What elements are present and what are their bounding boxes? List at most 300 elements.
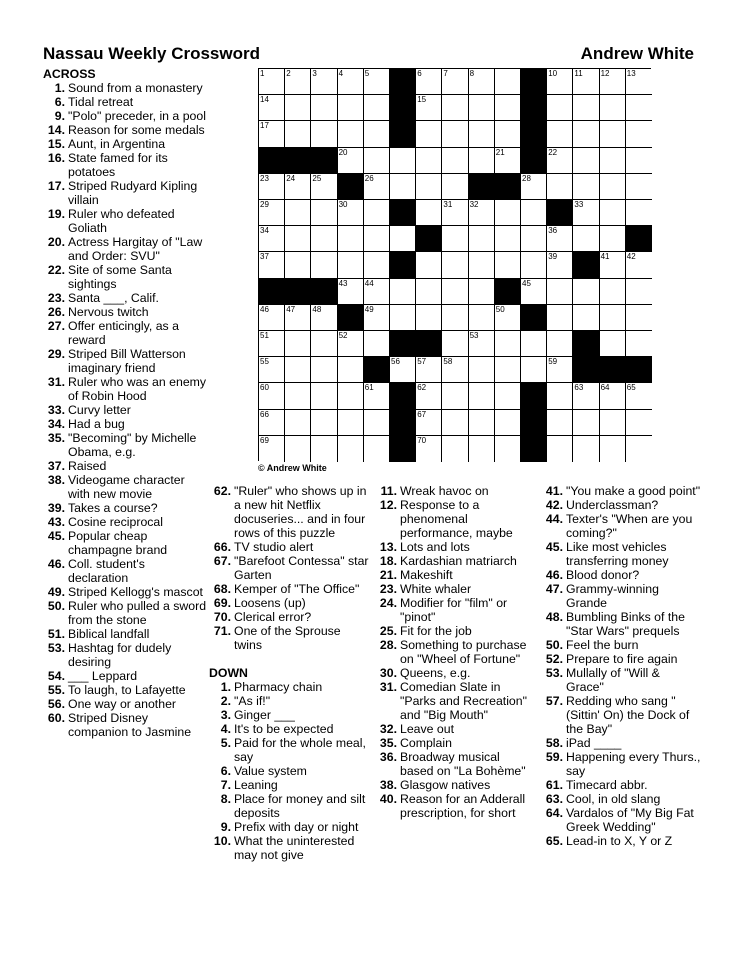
clue-number-label: 22.	[47, 263, 65, 277]
grid-cell[interactable]	[285, 121, 311, 147]
grid-cell[interactable]	[285, 331, 311, 357]
grid-cell[interactable]	[338, 410, 364, 436]
grid-cell[interactable]	[469, 279, 495, 305]
clue-number-label: 61.	[545, 778, 563, 792]
grid-cell[interactable]	[521, 252, 547, 278]
grid-cell[interactable]	[495, 436, 521, 462]
grid-cell[interactable]	[311, 305, 337, 331]
grid-cell[interactable]	[495, 383, 521, 409]
down-clue	[541, 582, 701, 610]
clue-text: "You make a good point"	[566, 484, 701, 498]
grid-cell[interactable]	[600, 279, 626, 305]
copyright-notice: © Andrew White	[258, 463, 327, 473]
grid-cell[interactable]	[547, 305, 573, 331]
clue-text: Aunt, in Argentina	[68, 137, 166, 151]
grid-cell[interactable]	[495, 148, 521, 174]
grid-cell[interactable]	[600, 436, 626, 462]
grid-cell[interactable]	[416, 121, 442, 147]
grid-cell[interactable]	[573, 121, 599, 147]
grid-cell[interactable]	[442, 226, 468, 252]
grid-cell[interactable]	[626, 383, 652, 409]
grid-cell[interactable]	[390, 305, 416, 331]
grid-cell[interactable]	[311, 121, 337, 147]
grid-cell[interactable]	[547, 357, 573, 383]
clue-number-label: 3.	[220, 708, 231, 722]
down-clue	[209, 778, 369, 792]
grid-cell[interactable]	[364, 121, 390, 147]
clue-number: 10	[548, 69, 558, 78]
across-clue	[209, 582, 369, 596]
grid-cell[interactable]	[626, 410, 652, 436]
clue-text: Striped Rudyard Kipling villain	[68, 179, 198, 207]
grid-cell[interactable]	[442, 436, 468, 462]
grid-cell[interactable]	[259, 357, 285, 383]
grid-cell[interactable]	[442, 121, 468, 147]
grid-cell[interactable]	[285, 95, 311, 121]
clue-text: ___ Leppard	[68, 669, 138, 683]
clue-number: 15	[417, 95, 427, 105]
grid-cell[interactable]	[573, 174, 599, 200]
black-square	[311, 279, 337, 305]
grid-cell[interactable]	[338, 383, 364, 409]
grid-cell[interactable]	[285, 436, 311, 462]
grid-cell[interactable]	[600, 174, 626, 200]
across-clue	[209, 624, 369, 652]
grid-cell[interactable]	[311, 252, 337, 278]
grid-cell[interactable]	[259, 252, 285, 278]
across-clue	[43, 263, 208, 291]
grid-cell[interactable]	[442, 252, 468, 278]
grid-cell[interactable]	[469, 200, 495, 226]
grid-cell[interactable]	[521, 174, 547, 200]
grid-cell[interactable]	[416, 252, 442, 278]
grid-cell[interactable]	[626, 279, 652, 305]
grid-cell[interactable]	[600, 410, 626, 436]
grid-cell[interactable]	[285, 252, 311, 278]
grid-cell[interactable]	[573, 410, 599, 436]
grid-cell[interactable]	[416, 69, 442, 95]
black-square	[390, 436, 416, 462]
clue-number-label: 9.	[54, 109, 65, 123]
grid-cell[interactable]	[469, 226, 495, 252]
grid-cell[interactable]	[311, 174, 337, 200]
clue-text: Offer enticingly, as a reward	[68, 319, 179, 347]
clue-number: 55	[260, 357, 269, 367]
grid-cell[interactable]	[626, 200, 652, 226]
grid-cell[interactable]	[469, 95, 495, 121]
grid-cell[interactable]	[547, 410, 573, 436]
grid-cell[interactable]	[573, 436, 599, 462]
clue-number-label: 59.	[545, 750, 563, 764]
grid-cell[interactable]	[547, 331, 573, 357]
clue-text: Paid for the whole meal, say	[234, 736, 366, 764]
clue-text: Complain	[400, 736, 452, 750]
grid-cell[interactable]	[495, 121, 521, 147]
grid-cell[interactable]	[364, 279, 390, 305]
clue-text: Leaning	[234, 778, 278, 792]
grid-cell[interactable]	[285, 383, 311, 409]
grid-cell[interactable]	[626, 174, 652, 200]
grid-cell[interactable]	[338, 200, 364, 226]
grid-cell[interactable]	[416, 305, 442, 331]
grid-cell[interactable]	[626, 148, 652, 174]
grid-cell[interactable]	[626, 121, 652, 147]
clue-text: Place for money and silt deposits	[234, 792, 366, 820]
black-square	[259, 279, 285, 305]
clue-number-label: 62.	[213, 484, 231, 498]
clue-text: What the uninterested may not give	[234, 834, 355, 862]
grid-cell[interactable]	[259, 331, 285, 357]
grid-cell[interactable]	[495, 69, 521, 95]
grid-cell[interactable]	[521, 226, 547, 252]
grid-cell[interactable]	[521, 200, 547, 226]
grid-cell[interactable]	[442, 305, 468, 331]
grid-cell[interactable]	[285, 200, 311, 226]
grid-cell[interactable]	[311, 383, 337, 409]
grid-cell[interactable]	[469, 252, 495, 278]
grid-cell[interactable]	[338, 436, 364, 462]
grid-cell[interactable]	[626, 252, 652, 278]
clue-number-label: 13.	[379, 540, 397, 554]
clue-number-label: 46.	[47, 557, 65, 571]
grid-cell[interactable]	[600, 226, 626, 252]
grid-cell[interactable]	[600, 305, 626, 331]
grid-cell[interactable]	[311, 357, 337, 383]
clue-number: 69	[260, 435, 269, 445]
grid-cell[interactable]	[495, 331, 521, 357]
clue-text: Bumbling Binks of the "Star Wars" prequels	[566, 610, 685, 638]
clue-number-label: 29.	[47, 347, 65, 361]
grid-cell[interactable]	[442, 279, 468, 305]
down-clue	[209, 722, 369, 736]
grid-cell[interactable]	[600, 383, 626, 409]
grid-cell[interactable]	[311, 331, 337, 357]
clue-number-label: 47.	[545, 582, 563, 596]
grid-cell[interactable]	[338, 279, 364, 305]
clue-number-label: 18.	[379, 554, 397, 568]
grid-cell[interactable]	[442, 174, 468, 200]
grid-cell[interactable]	[259, 95, 285, 121]
grid-cell[interactable]	[416, 200, 442, 226]
grid-cell[interactable]	[521, 357, 547, 383]
grid-cell[interactable]	[600, 148, 626, 174]
grid-cell[interactable]	[390, 357, 416, 383]
black-square	[390, 121, 416, 147]
grid-cell[interactable]	[311, 200, 337, 226]
grid-cell[interactable]	[338, 252, 364, 278]
clue-number: 25	[312, 173, 322, 183]
across-heading: ACROSS	[43, 67, 96, 81]
grid-cell[interactable]	[573, 279, 599, 305]
grid-cell[interactable]	[600, 69, 626, 95]
grid-cell[interactable]	[442, 383, 468, 409]
clue-number-label: 53.	[47, 641, 65, 655]
across-clue	[209, 554, 369, 582]
clue-number-label: 67.	[213, 554, 231, 568]
across-clue	[209, 484, 369, 540]
grid-cell[interactable]	[259, 200, 285, 226]
grid-cell[interactable]	[364, 95, 390, 121]
grid-cell[interactable]	[364, 226, 390, 252]
grid-cell[interactable]	[338, 95, 364, 121]
grid-cell[interactable]	[390, 226, 416, 252]
clue-text: One of the Sprouse twins	[234, 624, 341, 652]
clue-number: 22	[548, 147, 558, 157]
grid-cell[interactable]	[442, 410, 468, 436]
grid-cell[interactable]	[469, 383, 495, 409]
grid-cell[interactable]	[338, 121, 364, 147]
grid-cell[interactable]	[442, 69, 468, 95]
grid-cell[interactable]	[495, 410, 521, 436]
grid-cell[interactable]	[469, 121, 495, 147]
clue-number-label: 56.	[47, 697, 65, 711]
grid-cell[interactable]	[626, 331, 652, 357]
grid-cell[interactable]	[364, 305, 390, 331]
across-clue	[43, 123, 208, 137]
clue-number-label: 64.	[545, 806, 563, 820]
clue-text: It's to be expected	[234, 722, 334, 736]
clue-number: 43	[338, 278, 348, 288]
clue-number: 49	[364, 304, 374, 314]
clue-text: Videogame character with new movie	[68, 473, 185, 501]
clue-number-label: 15.	[47, 137, 65, 151]
grid-cell[interactable]	[442, 95, 468, 121]
grid-cell[interactable]	[547, 436, 573, 462]
grid-cell[interactable]	[364, 69, 390, 95]
clue-number-label: 4.	[220, 722, 231, 736]
grid-cell[interactable]	[547, 252, 573, 278]
across-clue	[209, 540, 369, 554]
grid-cell[interactable]	[626, 436, 652, 462]
down-clue	[541, 806, 701, 834]
grid-cell[interactable]	[259, 226, 285, 252]
grid-cell[interactable]	[311, 95, 337, 121]
grid-cell[interactable]	[416, 357, 442, 383]
grid-cell[interactable]	[442, 148, 468, 174]
grid-cell[interactable]	[416, 383, 442, 409]
grid-cell[interactable]	[285, 305, 311, 331]
grid-cell[interactable]	[600, 200, 626, 226]
black-square	[521, 383, 547, 409]
clue-number-label: 38.	[379, 778, 397, 792]
grid-cell[interactable]	[573, 305, 599, 331]
grid-cell[interactable]	[469, 331, 495, 357]
grid-cell[interactable]	[469, 305, 495, 331]
grid-cell[interactable]	[547, 148, 573, 174]
down-clue	[375, 722, 535, 736]
black-square	[338, 174, 364, 200]
grid-cell[interactable]	[469, 357, 495, 383]
grid-cell[interactable]	[259, 174, 285, 200]
clue-number-label: 46.	[545, 568, 563, 582]
grid-cell[interactable]	[469, 410, 495, 436]
down-clue	[209, 694, 369, 708]
clue-text: Broadway musical based on "La Bohème"	[400, 750, 526, 778]
clue-text: "Becoming" by Michelle Obama, e.g.	[68, 431, 197, 459]
grid-cell[interactable]	[285, 357, 311, 383]
grid-cell[interactable]	[547, 69, 573, 95]
clue-text: Something to purchase on "Wheel of Fortune"	[400, 638, 527, 666]
grid-cell[interactable]	[285, 410, 311, 436]
grid-cell[interactable]	[573, 383, 599, 409]
grid-cell[interactable]	[259, 69, 285, 95]
clue-text: Ruler who defeated Goliath	[68, 207, 175, 235]
grid-cell[interactable]	[285, 69, 311, 95]
clue-number: 39	[548, 252, 558, 262]
grid-cell[interactable]	[338, 331, 364, 357]
clue-number: 51	[260, 331, 269, 340]
across-clue	[43, 683, 208, 697]
grid-cell[interactable]	[364, 331, 390, 357]
grid-cell[interactable]	[469, 436, 495, 462]
down-clue	[209, 764, 369, 778]
grid-cell[interactable]	[285, 226, 311, 252]
grid-cell[interactable]	[364, 383, 390, 409]
grid-cell[interactable]	[495, 200, 521, 226]
grid-cell[interactable]	[626, 95, 652, 121]
clue-text: Grammy-winning Grande	[566, 582, 659, 610]
grid-cell[interactable]	[547, 174, 573, 200]
across-clue	[43, 697, 208, 711]
grid-cell[interactable]	[416, 174, 442, 200]
grid-cell[interactable]	[626, 305, 652, 331]
grid-cell[interactable]	[338, 69, 364, 95]
grid-cell[interactable]	[495, 357, 521, 383]
grid-cell[interactable]	[364, 174, 390, 200]
grid-cell[interactable]	[416, 95, 442, 121]
grid-cell[interactable]	[416, 436, 442, 462]
grid-cell[interactable]	[416, 279, 442, 305]
grid-cell[interactable]	[469, 148, 495, 174]
black-square	[521, 69, 547, 95]
clue-number-label: 21.	[379, 568, 397, 582]
down-clue	[375, 624, 535, 638]
grid-cell[interactable]	[521, 331, 547, 357]
black-square	[311, 148, 337, 174]
grid-cell[interactable]	[364, 436, 390, 462]
across-clue	[43, 151, 208, 179]
grid-cell[interactable]	[416, 410, 442, 436]
clue-text: Striped Disney companion to Jasmine	[68, 711, 192, 739]
grid-cell[interactable]	[338, 148, 364, 174]
clue-number: 65	[626, 383, 636, 393]
clue-number: 32	[469, 200, 479, 209]
grid-cell[interactable]	[495, 226, 521, 252]
grid-cell[interactable]	[364, 410, 390, 436]
grid-cell[interactable]	[338, 226, 364, 252]
black-square	[390, 252, 416, 278]
clue-number-label: 7.	[220, 778, 231, 792]
grid-cell[interactable]	[311, 226, 337, 252]
grid-cell[interactable]	[259, 383, 285, 409]
across-clue	[43, 235, 208, 263]
down-clue	[375, 666, 535, 680]
down-clue	[209, 820, 369, 834]
grid-cell[interactable]	[547, 383, 573, 409]
clue-number: 44	[364, 278, 374, 288]
grid-cell[interactable]	[285, 174, 311, 200]
grid-cell[interactable]	[442, 200, 468, 226]
down-clue	[209, 680, 369, 694]
across-clue	[43, 319, 208, 347]
grid-cell[interactable]	[259, 436, 285, 462]
across-clue	[209, 596, 369, 610]
clue-number: 64	[600, 383, 610, 393]
grid-cell[interactable]	[547, 226, 573, 252]
clue-text: Cool, in old slang	[566, 792, 661, 806]
grid-cell[interactable]	[573, 95, 599, 121]
grid-cell[interactable]	[626, 69, 652, 95]
grid-cell[interactable]	[495, 252, 521, 278]
black-square	[521, 95, 547, 121]
clue-number-label: 68.	[213, 582, 231, 596]
across-clue	[43, 347, 208, 375]
grid-cell[interactable]	[442, 357, 468, 383]
clue-number: 31	[443, 200, 453, 209]
grid-cell[interactable]	[259, 410, 285, 436]
grid-cell[interactable]	[573, 226, 599, 252]
clue-number-label: 71.	[213, 624, 231, 638]
grid-cell[interactable]	[521, 279, 547, 305]
clue-text: Hashtag for dudely desiring	[68, 641, 172, 669]
black-square	[285, 148, 311, 174]
grid-cell[interactable]	[600, 121, 626, 147]
clue-number-label: 24.	[379, 596, 397, 610]
grid-cell[interactable]	[390, 279, 416, 305]
black-square	[390, 200, 416, 226]
grid-cell[interactable]	[547, 121, 573, 147]
down-clue	[541, 778, 701, 792]
clue-number-label: 50.	[545, 638, 563, 652]
grid-cell[interactable]	[495, 305, 521, 331]
grid-cell[interactable]	[311, 436, 337, 462]
grid-cell[interactable]	[469, 69, 495, 95]
clue-number: 59	[548, 357, 558, 367]
grid-cell[interactable]	[338, 357, 364, 383]
grid-cell[interactable]	[364, 200, 390, 226]
clue-number: 11	[574, 69, 583, 78]
clue-number: 28	[522, 173, 531, 183]
clue-number-label: 45.	[47, 529, 65, 543]
grid-cell[interactable]	[364, 252, 390, 278]
down-clue	[541, 568, 701, 582]
clue-number: 56	[391, 357, 400, 367]
grid-cell[interactable]	[547, 279, 573, 305]
grid-cell[interactable]	[259, 305, 285, 331]
grid-cell[interactable]	[600, 95, 626, 121]
grid-cell[interactable]	[442, 331, 468, 357]
clue-number-label: 66.	[213, 540, 231, 554]
grid-cell[interactable]	[364, 148, 390, 174]
grid-cell[interactable]	[547, 95, 573, 121]
grid-cell[interactable]	[311, 69, 337, 95]
grid-cell[interactable]	[416, 148, 442, 174]
grid-cell[interactable]	[600, 331, 626, 357]
grid-cell[interactable]	[311, 410, 337, 436]
clue-number: 26	[364, 173, 374, 183]
grid-cell[interactable]	[600, 252, 626, 278]
grid-cell[interactable]	[390, 174, 416, 200]
clue-column-1	[43, 67, 208, 739]
grid-cell[interactable]	[259, 121, 285, 147]
grid-cell[interactable]	[573, 69, 599, 95]
clue-text: Fit for the job	[400, 624, 472, 638]
grid-cell[interactable]	[390, 148, 416, 174]
grid-cell[interactable]	[573, 148, 599, 174]
grid-cell[interactable]	[495, 95, 521, 121]
clue-number-label: 17.	[47, 179, 65, 193]
grid-cell[interactable]	[573, 200, 599, 226]
